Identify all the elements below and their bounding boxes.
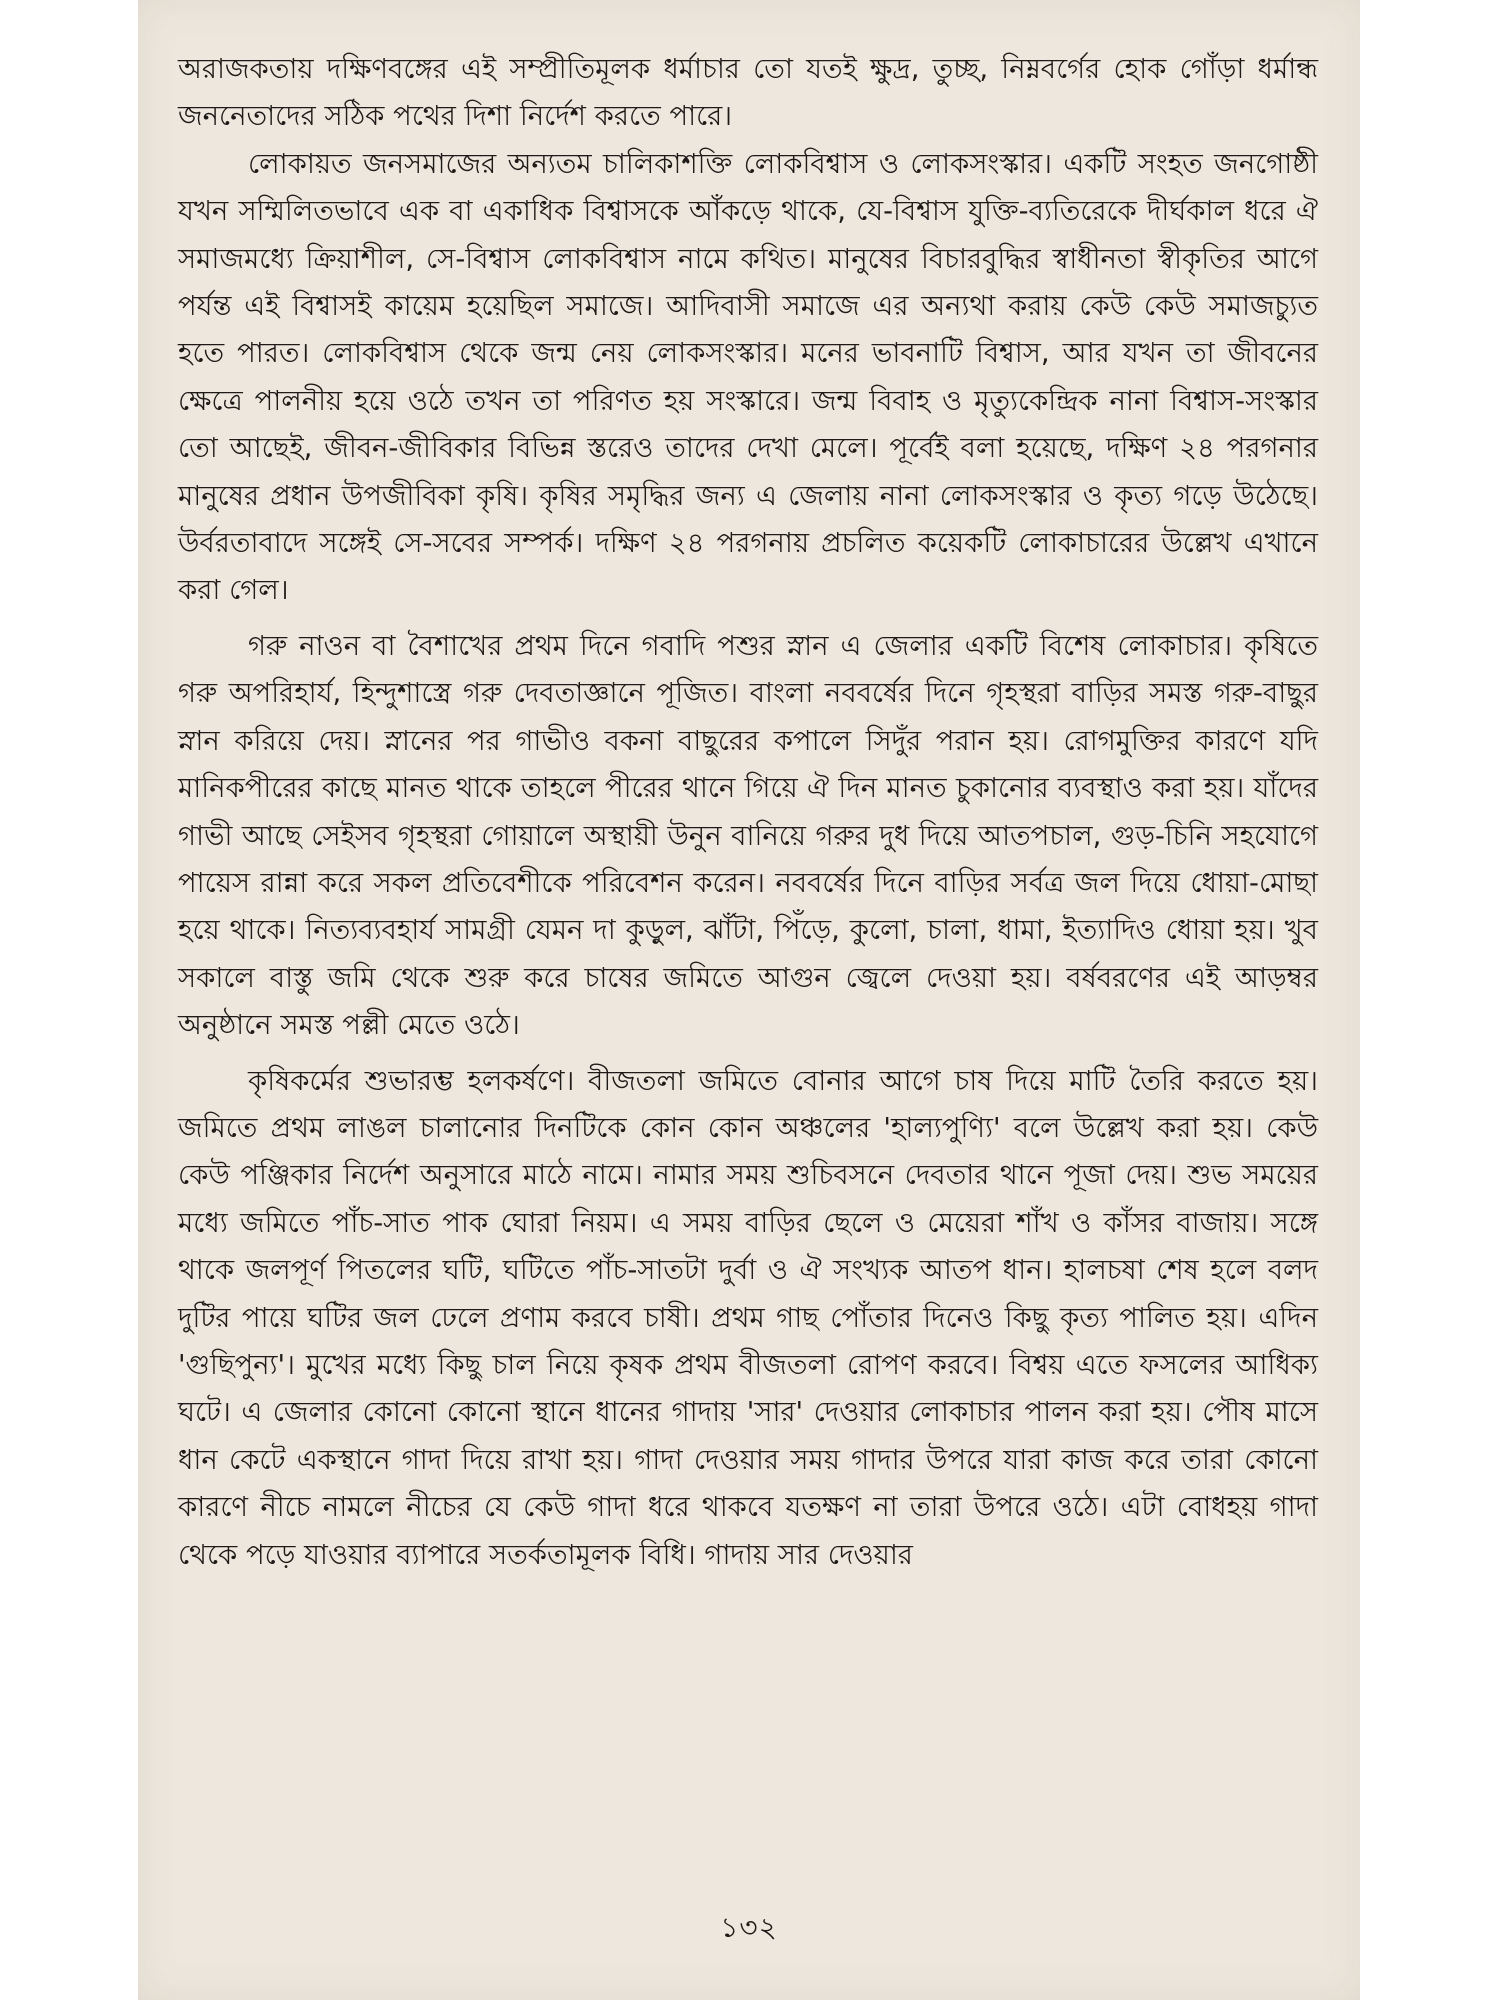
book-page <box>138 0 1360 2000</box>
page-number: ১৩২ <box>720 1911 778 1944</box>
paragraph-cattle-bathing: গরু নাওন বা বৈশাখের প্রথম দিনে গবাদি পশুর স্নান এ জেলার একটি বিশেষ লোকাচার। কৃষিতে গরু অপরিহার্য, হিন্দুশাস্ত্রে গরু দেবতাজ্ঞানে পূজিত। বাংলা নববর্ষের দিনে গৃহস্থরা বাড়ির সমস্ত গরু-বাছুর স্নান করিয়ে দেয়। স্নানের পর গাভীও বকনা বাছুরের কপালে সিদুঁর পরান হয়। রোগমুক্তির কারণে যদি মানিকপীরের কাছে মানত থাকে তাহলে পীরের থানে গিয়ে ঐ দিন মানত চুকানোর ব্যবস্থাও করা হয়। যাঁদের গাভী আছে সেইসব গৃহস্থরা গোয়ালে অস্থায়ী উনুন বানিয়ে গরুর দুধ দিয়ে আতপচাল, গুড়-চিনি সহযোগে পায়েস রান্না করে সকল প্রতিবেশীকে পরিবেশন করেন। নববর্ষের দিনে বাড়ির সর্বত্র জল দিয়ে ধোয়া-মোছা হয়ে থাকে। নিত্যব্যবহার্য সামগ্রী যেমন দা কুড়ুল, ঝাঁটা, পিঁড়ে, কুলো, চালা, ধামা, ইত্যাদিও ধোয়া হয়। খুব সকালে বাস্তু জমি থেকে শুরু করে চাষের জমিতে আগুন জ্বেলে দেওয়া হয়। বর্ষবরণের এই আড়ম্বর অনুষ্ঠানে সমস্ত পল্লী মেতে ওঠে। <box>178 629 1318 1042</box>
paragraph-ploughing-rites: কৃষিকর্মের শুভারম্ভ হলকর্ষণে। বীজতলা জমিতে বোনার আগে চাষ দিয়ে মাটি তৈরি করতে হয়। জমিতে প্রথম লাঙল চালানোর দিনটিকে কোন কোন অঞ্চলের 'হাল্যপুণ্যি' বলে উল্লেখ করা হয়। কেউ কেউ পঞ্জিকার নির্দেশ অনুসারে মাঠে নামে। নামার সময় শুচিবসনে দেবতার থানে পূজা দেয়। শুভ সময়ের মধ্যে জমিতে পাঁচ-সাত পাক ঘোরা নিয়ম। এ সময় বাড়ির ছেলে ও মেয়েরা শাঁখ ও কাঁসর বাজায়। সঙ্গে থাকে জলপূর্ণ পিতলের ঘটি, ঘটিতে পাঁচ-সাতটা দুর্বা ও ঐ সংখ্যক আতপ ধান। হালচষা শেষ হলে বলদ দুটির পায়ে ঘটির জল ঢেলে প্রণাম করবে চাষী। প্রথম গাছ পোঁতার দিনেও কিছু কৃত্য পালিত হয়। এদিন 'গুছিপুন্য'। মুখের মধ্যে কিছু চাল নিয়ে কৃষক প্রথম বীজতলা রোপণ করবে। বিশ্বয় এতে ফসলের আধিক্য ঘটে। এ জেলার কোনো কোনো স্থানে ধানের গাদায় 'সার' দেওয়ার লোকাচার পালন করা হয়। পৌষ মাসে ধান কেটে একস্থানে গাদা দিয়ে রাখা হয়। গাদা দেওয়ার সময় গাদার উপরে যারা কাজ করে তারা কোনো কারণে নীচে নামলে নীচের যে কেউ গাদা ধরে থাকবে যতক্ষণ না তারা উপরে ওঠে। এটা বোধহয় গাদা থেকে পড়ে যাওয়ার ব্যাপারে সতর্কতামূলক বিধি। গাদায় সার দেওয়ার <box>178 1064 1318 1571</box>
paragraph-folk-beliefs: লোকায়ত জনসমাজের অন্যতম চালিকাশক্তি লোকবিশ্বাস ও লোকসংস্কার। একটি সংহত জনগোষ্ঠী যখন সম্মিলিতভাবে এক বা একাধিক বিশ্বাসকে আঁকড়ে থাকে, যে-বিশ্বাস যুক্তি-ব্যতিরেকে দীর্ঘকাল ধরে ঐ সমাজমধ্যে ক্রিয়াশীল, সে-বিশ্বাস লোকবিশ্বাস নামে কথিত। মানুষের বিচারবুদ্ধির স্বাধীনতা স্বীকৃতির আগে পর্যন্ত এই বিশ্বাসই কায়েম হয়েছিল সমাজে। আদিবাসী সমাজে এর অন্যথা করায় কেউ কেউ সমাজচ্যুত হতে পারত। লোকবিশ্বাস থেকে জন্ম নেয় লোকসংস্কার। মনের ভাবনাটি বিশ্বাস, আর যখন তা জীবনের ক্ষেত্রে পালনীয় হয়ে ওঠে তখন তা পরিণত হয় সংস্কারে। জন্ম বিবাহ ও মৃত্যুকেন্দ্রিক নানা বিশ্বাস-সংস্কার তো আছেই, জীবন-জীবিকার বিভিন্ন স্তরেও তাদের দেখা মেলে। পূর্বেই বলা হয়েছে, দক্ষিণ ২৪ পরগনার মানুষের প্রধান উপজীবিকা কৃষি। কৃষির সমৃদ্ধির জন্য এ জেলায় নানা লোকসংস্কার ও কৃত্য গড়ে উঠেছে। উর্বরতাবাদে সঙ্গেই সে-সবের সম্পর্ক। দক্ষিণ ২৪ পরগনায় প্রচলিত কয়েকটি লোকাচারের উল্লেখ এখানে করা গেল। <box>178 147 1318 607</box>
paragraph-continuation: অরাজকতায় দক্ষিণবঙ্গের এই সম্প্রীতিমূলক ধর্মাচার তো যতই ক্ষুদ্র, তুচ্ছ, নিম্নবর্গের হোক গোঁড়া ধর্মান্ধ জননেতাদের সঠিক পথের দিশা নির্দেশ করতে পারে। <box>178 53 1318 133</box>
page-body-text <box>178 46 1318 1579</box>
